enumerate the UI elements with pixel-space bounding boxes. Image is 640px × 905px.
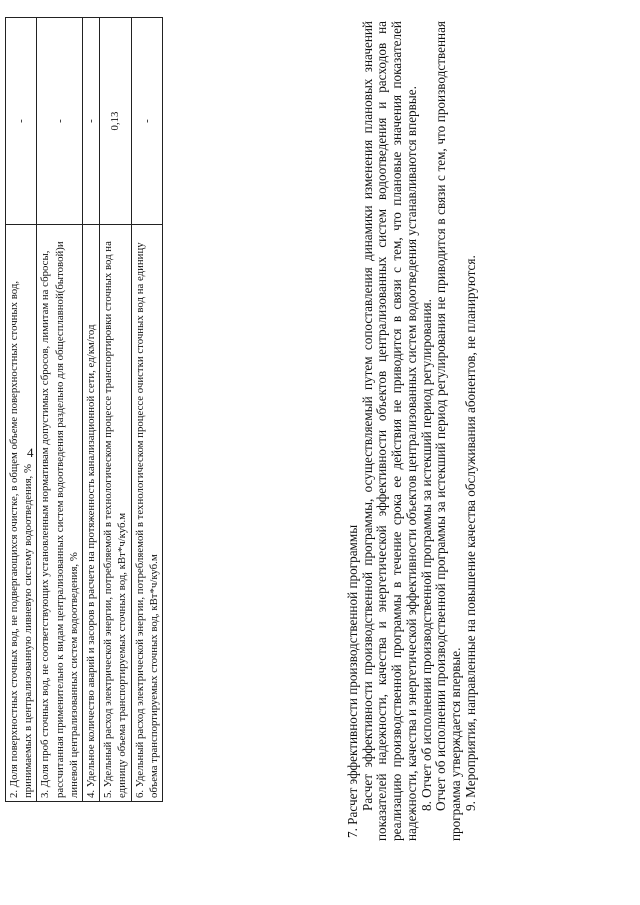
section-8-text: Отчет об исполнении производственной программы за истекший период регулирования не приводится в связи с тем, что производственная программа утверждается впервые. xyxy=(433,21,463,841)
table-row xyxy=(83,18,100,802)
row-value: - xyxy=(131,18,162,225)
table-row xyxy=(37,18,83,802)
row-value: - xyxy=(83,18,100,225)
section-7-text: Расчет эффективности производственной программы, осуществляемый путем сопоставления динамики изменения плановых значений показателей надежности, качества и энергетической эффективности объектов централизованных систем водоотведения и расходов на реализацию производственной программы в течение срока ее действия не приводится в связи с тем, что плановые значения показателей надежности, качества и энергетической эффективности объектов централизованных систем водоотведения устанавливаются впервые. xyxy=(359,21,419,841)
row-value: - xyxy=(37,18,83,225)
row-description: 2. Доля поверхностных сточных вод, не подвергающихся очистке, в общем объеме поверхностных сточных вод, принимаемых в централизованную ливневую систему водоотведения, % xyxy=(6,225,37,802)
page-number: 4 xyxy=(27,445,34,460)
table-row xyxy=(6,18,37,802)
table-row xyxy=(131,18,162,802)
row-value: - xyxy=(6,18,37,225)
section-8-title: 8. Отчет об исполнении производственной программы за истекший период регулирования. xyxy=(418,299,434,811)
section-7-title: 7. Расчет эффективности производственной программы xyxy=(345,524,360,838)
text-section xyxy=(346,21,478,841)
row-description: 3. Доля проб сточных вод, не соответствующих установленным нормативам допустимых сбросов, лимитам на сбросы, рассчитанная применительно к видам централизованных систем водоотведения раздельно для общесплавной(бытовой)и линевой централизованных систем водоотведения, % xyxy=(37,225,83,802)
row-description: 4. Удельное количество аварий и засоров в расчете на протяженность канализационной сети, ед/км/год xyxy=(83,225,100,802)
row-value: 0,13 xyxy=(100,18,131,225)
row-description: 6. Удельный расход электрической энергии, потребляемой в технологическом процессе очистки сточных вод на единицу объема транспортируемых сточных вод, кВт*ч/куб.м xyxy=(131,225,162,802)
table-row xyxy=(100,18,131,802)
section-9-title: 9. Мероприятия, направленные на повышение качества обслуживания абонентов, не планируются. xyxy=(462,255,478,811)
row-description: 5. Удельный расход электрической энергии, потребляемой в технологическом процессе транспортировки сточных вод на единицу объема транспортируемых сточных вод, кВт*ч/куб.м xyxy=(100,225,131,802)
indicators-table xyxy=(5,17,163,802)
